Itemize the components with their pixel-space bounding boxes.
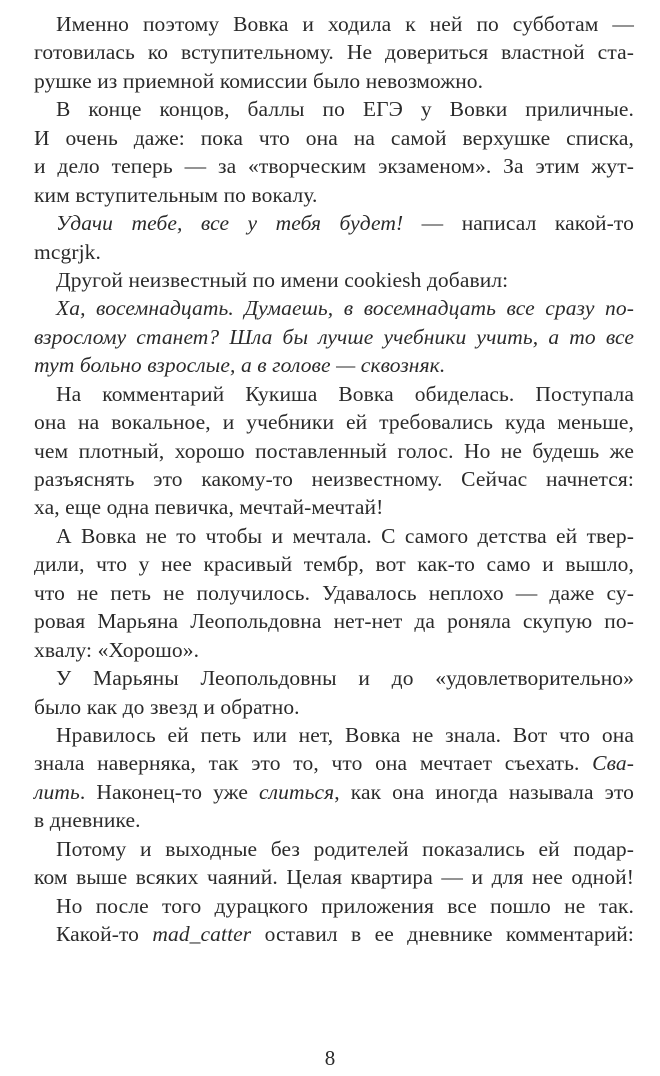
text-line: ким вступительным по вокалу. [34,182,318,207]
text-line: дили, что у нее красивый тембр, вот как-то само и вышло, [34,552,634,577]
text-line: Какой-то mad_catter оставил в ее дневнике комментарий: [56,922,634,946]
text-line: взрослому станет? Шла бы лучше учебники учить, а то все [34,324,634,349]
text-line: Потому и выходные без родителей показались ей подар- [56,836,634,861]
text-line: чем плотный, хорошо поставленный голос. Но не будешь же [34,438,634,463]
text-line: На комментарий Кукиша Вовка обиделась. Поступала [56,381,634,406]
text-line: и дело теперь — за «творческим экзаменом». За этим жут- [34,154,634,179]
text-line: ровая Марьяна Леопольдовна нет-нет да роняла скупую по- [34,609,634,634]
text-line: лить. Наконец-то уже слиться, как она иногда называла это [34,779,635,804]
text-line: Именно поэтому Вовка и ходила к ней по субботам — [56,12,634,36]
text-line: В конце концов, баллы по ЕГЭ у Вовки приличные. [56,97,634,122]
text-line: Ха, восемнадцать. Думаешь, в восемнадцать все сразу по- [56,296,634,321]
text-line: знала наверняка, так это то, что она мечтает съехать. Сва- [34,751,634,776]
text-line: ха, еще одна певичка, мечтай-мечтай! [34,495,384,520]
text-line: И очень даже: пока что она на самой верхушке списка, [34,125,634,150]
text-line: хвалу: «Хорошо». [34,637,200,662]
text-line: она на вокальное, и учебники ей требовались куда меньше, [34,410,634,435]
page-body [34,10,634,948]
text-line: разъяснять это какому-то неизвестному. Сейчас начнется: [34,467,634,491]
text-line: Другой неизвестный по имени cookiesh добавил: [56,267,509,292]
text-line: Но после того дурацкого приложения все пошло не так. [56,893,634,918]
text-line: что не петь не получилось. Удавалось неплохо — даже су- [34,580,634,605]
text-line: А Вовка не то чтобы и мечтала. С самого детства ей твер- [56,523,634,548]
text-line: Нравилось ей петь или нет, Вовка не знала. Вот что она [56,722,634,747]
text-line: Удачи тебе, все у тебя будет! — написал какой-то [56,211,634,236]
text-line: mcgrjk. [34,239,101,264]
text-line: тут больно взрослые, а в голове — сквозняк. [34,353,446,378]
text-line: было как до звезд и обратно. [34,694,300,719]
text-line: в дневнике. [34,808,141,833]
text-line: У Марьяны Леопольдовны и до «удовлетворительно» [56,666,634,691]
text-line: готовилась ко вступительному. Не довериться властной ста- [34,40,634,65]
page-number: 8 [324,1046,336,1070]
text-line: рушке из приемной комиссии было невозможно. [34,68,484,93]
text-line: ком выше всяких чаяний. Целая квартира — и для нее одной! [34,865,634,890]
